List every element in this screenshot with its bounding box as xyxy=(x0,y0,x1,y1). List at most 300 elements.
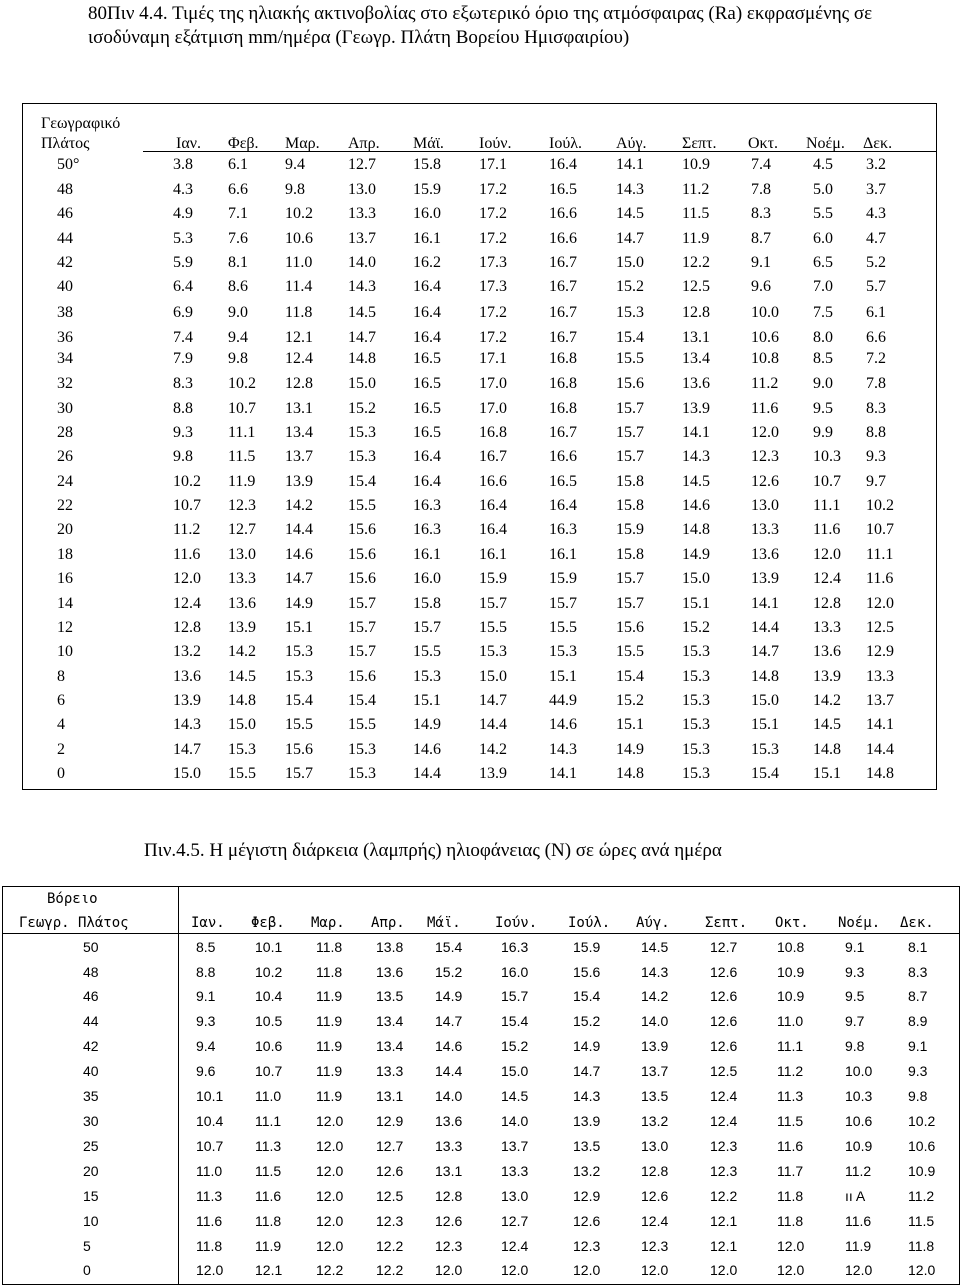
value-cell: 12.2 xyxy=(682,254,710,271)
value-cell: 11.2 xyxy=(845,1163,872,1179)
value-cell: 15.3 xyxy=(682,716,710,733)
value-cell: 14.6 xyxy=(435,1038,463,1054)
value-cell: 14.6 xyxy=(413,741,441,758)
value-cell: 16.4 xyxy=(413,304,441,321)
value-cell: 10.6 xyxy=(845,1113,873,1129)
value-cell: 13.3 xyxy=(435,1138,463,1154)
value-cell: 11.8 xyxy=(777,1188,804,1204)
latitude-cell: 6 xyxy=(57,692,65,709)
value-cell: 15.7 xyxy=(479,595,507,612)
value-cell: 16.5 xyxy=(549,473,577,490)
value-cell: 16.5 xyxy=(413,375,441,392)
value-cell: 13.3 xyxy=(348,205,376,222)
value-cell: 9.6 xyxy=(751,278,771,295)
value-cell: 16.1 xyxy=(413,546,441,563)
value-cell: 3.7 xyxy=(866,181,886,198)
table2-month-header: Ιούλ. xyxy=(568,915,611,931)
value-cell: 7.0 xyxy=(813,278,833,295)
value-cell: 10.9 xyxy=(845,1138,873,1154)
value-cell: 13.9 xyxy=(682,400,710,417)
value-cell: 5.5 xyxy=(813,205,833,222)
latitude-cell: 10 xyxy=(57,643,73,660)
value-cell: 11.8 xyxy=(908,1238,935,1254)
value-cell: 15.3 xyxy=(348,424,376,441)
value-cell: 16.8 xyxy=(549,400,577,417)
table-row xyxy=(23,375,936,397)
latitude-cell: 42 xyxy=(83,1038,99,1054)
value-cell: 10.3 xyxy=(845,1088,873,1104)
latitude-cell: 14 xyxy=(57,595,73,612)
value-cell: 12.0 xyxy=(435,1262,463,1278)
value-cell: 12.2 xyxy=(376,1262,404,1278)
value-cell: 14.1 xyxy=(866,716,894,733)
value-cell: 13.2 xyxy=(573,1163,601,1179)
value-cell: 10.0 xyxy=(751,304,779,321)
value-cell: 8.3 xyxy=(908,964,928,980)
value-cell: 12.8 xyxy=(285,375,313,392)
value-cell: 15.1 xyxy=(751,716,779,733)
value-cell: 9.3 xyxy=(908,1063,928,1079)
value-cell: 12.2 xyxy=(316,1262,344,1278)
value-cell: 14.7 xyxy=(173,741,201,758)
value-cell: 14.5 xyxy=(616,205,644,222)
value-cell: 13.6 xyxy=(376,964,404,980)
value-cell: 15.0 xyxy=(173,765,201,782)
value-cell: 12.2 xyxy=(376,1238,404,1254)
value-cell: 8.1 xyxy=(908,939,928,955)
value-cell: 15.6 xyxy=(348,546,376,563)
value-cell: 15.3 xyxy=(479,643,507,660)
value-cell: 12.8 xyxy=(435,1188,463,1204)
value-cell: 13.1 xyxy=(285,400,313,417)
value-cell: 11.3 xyxy=(777,1088,804,1104)
value-cell: 13.3 xyxy=(376,1063,404,1079)
value-cell: 15.4 xyxy=(501,1013,529,1029)
value-cell: 13.0 xyxy=(641,1138,669,1154)
table2-month-header: Αύγ. xyxy=(636,915,670,931)
value-cell: 14.0 xyxy=(501,1113,529,1129)
value-cell: 10.7 xyxy=(813,473,841,490)
table1-month-header: Ιούλ. xyxy=(549,135,583,152)
value-cell: 10.2 xyxy=(228,375,256,392)
value-cell: 16.0 xyxy=(413,205,441,222)
value-cell: 4.5 xyxy=(813,156,833,173)
value-cell: 14.8 xyxy=(348,350,376,367)
value-cell: 11.7 xyxy=(777,1163,804,1179)
value-cell: 11.5 xyxy=(682,205,710,222)
value-cell: 12.1 xyxy=(285,329,313,346)
value-cell: 11.6 xyxy=(866,570,894,587)
value-cell: 7.2 xyxy=(866,350,886,367)
value-cell: 6.5 xyxy=(813,254,833,271)
value-cell: 14.5 xyxy=(682,473,710,490)
value-cell: 7.6 xyxy=(228,230,248,247)
value-cell: 9.8 xyxy=(285,181,305,198)
value-cell: 15.8 xyxy=(413,595,441,612)
value-cell: 9.0 xyxy=(813,375,833,392)
value-cell: 9.1 xyxy=(908,1038,928,1054)
value-cell: 8.7 xyxy=(908,988,928,1004)
value-cell: 15.8 xyxy=(616,473,644,490)
value-cell: 11.9 xyxy=(316,988,343,1004)
value-cell: 16.8 xyxy=(549,375,577,392)
value-cell: 12.0 xyxy=(316,1113,344,1129)
value-cell: 10.8 xyxy=(751,350,779,367)
value-cell: 15.7 xyxy=(348,595,376,612)
value-cell: 11.5 xyxy=(777,1113,804,1129)
value-cell: 15.9 xyxy=(573,939,601,955)
value-cell: 14.3 xyxy=(173,716,201,733)
value-cell: 12.6 xyxy=(710,1038,738,1054)
latitude-cell: 16 xyxy=(57,570,73,587)
value-cell: 11.6 xyxy=(173,546,201,563)
value-cell: 9.8 xyxy=(908,1088,928,1104)
value-cell: 14.3 xyxy=(549,741,577,758)
value-cell: 4.3 xyxy=(866,205,886,222)
value-cell: 10.7 xyxy=(255,1063,283,1079)
value-cell: 5.7 xyxy=(866,278,886,295)
value-cell: 17.2 xyxy=(479,304,507,321)
value-cell: 15.3 xyxy=(682,692,710,709)
solar-radiation-table xyxy=(22,103,937,790)
value-cell: 12.5 xyxy=(866,619,894,636)
value-cell: 12.3 xyxy=(751,448,779,465)
value-cell: 3.8 xyxy=(173,156,193,173)
value-cell: 8.5 xyxy=(813,350,833,367)
value-cell: 8.3 xyxy=(866,400,886,417)
value-cell: 13.9 xyxy=(641,1038,669,1054)
table1-month-header: Ιούν. xyxy=(479,135,512,152)
value-cell: 14.9 xyxy=(573,1038,601,1054)
value-cell: ıı A xyxy=(845,1188,866,1204)
value-cell: 12.0 xyxy=(316,1238,344,1254)
value-cell: 13.0 xyxy=(348,181,376,198)
value-cell: 15.3 xyxy=(228,741,256,758)
value-cell: 8.3 xyxy=(751,205,771,222)
value-cell: 12.6 xyxy=(710,964,738,980)
value-cell: 9.3 xyxy=(196,1013,216,1029)
value-cell: 12.4 xyxy=(285,350,313,367)
value-cell: 10.9 xyxy=(682,156,710,173)
value-cell: 8.5 xyxy=(196,939,216,955)
value-cell: 15.1 xyxy=(285,619,313,636)
value-cell: 15.4 xyxy=(435,939,463,955)
value-cell: 11.8 xyxy=(316,964,343,980)
latitude-cell: 24 xyxy=(57,473,73,490)
value-cell: 11.1 xyxy=(866,546,894,563)
value-cell: 14.2 xyxy=(641,988,669,1004)
value-cell: 10.2 xyxy=(866,497,894,514)
value-cell: 15.9 xyxy=(616,521,644,538)
table-row xyxy=(23,350,936,372)
value-cell: 13.6 xyxy=(435,1113,463,1129)
value-cell: 15.3 xyxy=(285,668,313,685)
value-cell: 15.0 xyxy=(228,716,256,733)
value-cell: 7.8 xyxy=(751,181,771,198)
value-cell: 15.4 xyxy=(616,668,644,685)
value-cell: 13.8 xyxy=(376,939,404,955)
latitude-cell: 8 xyxy=(57,668,65,685)
value-cell: 17.3 xyxy=(479,278,507,295)
value-cell: 11.9 xyxy=(316,1038,343,1054)
value-cell: 10.2 xyxy=(908,1113,936,1129)
value-cell: 12.6 xyxy=(573,1213,601,1229)
value-cell: 10.2 xyxy=(173,473,201,490)
table-row xyxy=(23,230,936,252)
value-cell: 15.8 xyxy=(413,156,441,173)
sunshine-duration-table xyxy=(2,886,960,1285)
value-cell: 16.7 xyxy=(479,448,507,465)
latitude-cell: 50° xyxy=(57,156,80,173)
value-cell: 12.5 xyxy=(710,1063,738,1079)
value-cell: 16.5 xyxy=(413,424,441,441)
value-cell: 12.4 xyxy=(813,570,841,587)
value-cell: 15.5 xyxy=(616,350,644,367)
latitude-cell: 20 xyxy=(57,521,73,538)
value-cell: 16.3 xyxy=(501,939,529,955)
table-row xyxy=(3,1063,959,1083)
value-cell: 15.0 xyxy=(479,668,507,685)
value-cell: 14.8 xyxy=(866,765,894,782)
value-cell: 10.6 xyxy=(908,1138,936,1154)
value-cell: 11.6 xyxy=(777,1138,804,1154)
value-cell: 14.5 xyxy=(501,1088,529,1104)
value-cell: 12.0 xyxy=(316,1138,344,1154)
value-cell: 9.3 xyxy=(173,424,193,441)
value-cell: 12.8 xyxy=(813,595,841,612)
value-cell: 11.2 xyxy=(682,181,710,198)
value-cell: 8.1 xyxy=(228,254,248,271)
value-cell: 14.4 xyxy=(866,741,894,758)
table-row xyxy=(3,1213,959,1233)
table2-month-header: Δεκ. xyxy=(900,915,934,931)
value-cell: 13.1 xyxy=(682,329,710,346)
value-cell: 17.0 xyxy=(479,400,507,417)
value-cell: 15.9 xyxy=(479,570,507,587)
value-cell: 12.3 xyxy=(435,1238,463,1254)
value-cell: 15.4 xyxy=(616,329,644,346)
value-cell: 11.6 xyxy=(255,1188,282,1204)
value-cell: 13.1 xyxy=(435,1163,463,1179)
value-cell: 16.8 xyxy=(549,350,577,367)
value-cell: 11.8 xyxy=(285,304,313,321)
value-cell: 10.2 xyxy=(285,205,313,222)
value-cell: 9.1 xyxy=(845,939,865,955)
value-cell: 8.3 xyxy=(173,375,193,392)
value-cell: 16.6 xyxy=(549,205,577,222)
table2-month-header: Οκτ. xyxy=(775,915,809,931)
value-cell: 13.2 xyxy=(641,1113,669,1129)
value-cell: 12.2 xyxy=(710,1188,738,1204)
value-cell: 14.9 xyxy=(616,741,644,758)
table-row xyxy=(23,181,936,203)
value-cell: 14.0 xyxy=(348,254,376,271)
value-cell: 13.7 xyxy=(866,692,894,709)
value-cell: 11.0 xyxy=(777,1013,804,1029)
value-cell: 7.9 xyxy=(173,350,193,367)
table1-month-header: Οκτ. xyxy=(748,135,779,152)
value-cell: 11.3 xyxy=(255,1138,282,1154)
value-cell: 15.5 xyxy=(348,497,376,514)
value-cell: 15.7 xyxy=(616,424,644,441)
value-cell: 13.4 xyxy=(682,350,710,367)
value-cell: 16.4 xyxy=(549,497,577,514)
value-cell: 14.7 xyxy=(479,692,507,709)
value-cell: 16.3 xyxy=(549,521,577,538)
latitude-cell: 40 xyxy=(83,1063,99,1079)
value-cell: 14.4 xyxy=(413,765,441,782)
value-cell: 12.0 xyxy=(710,1262,738,1278)
value-cell: 17.0 xyxy=(479,375,507,392)
value-cell: 13.3 xyxy=(751,521,779,538)
value-cell: 13.9 xyxy=(228,619,256,636)
latitude-cell: 10 xyxy=(83,1213,99,1229)
value-cell: 15.9 xyxy=(549,570,577,587)
value-cell: 13.7 xyxy=(285,448,313,465)
table1-header-latitude-line2: Πλάτος xyxy=(41,135,90,152)
value-cell: 10.4 xyxy=(196,1113,224,1129)
value-cell: 6.6 xyxy=(866,329,886,346)
value-cell: 14.9 xyxy=(413,716,441,733)
value-cell: 12.3 xyxy=(710,1163,738,1179)
latitude-cell: 46 xyxy=(57,205,73,222)
value-cell: 12.4 xyxy=(501,1238,529,1254)
value-cell: 9.7 xyxy=(845,1013,865,1029)
value-cell: 12.9 xyxy=(866,643,894,660)
value-cell: 14.4 xyxy=(435,1063,463,1079)
value-cell: 11.6 xyxy=(751,400,779,417)
value-cell: 11.5 xyxy=(255,1163,282,1179)
value-cell: 12.9 xyxy=(376,1113,404,1129)
value-cell: 15.2 xyxy=(435,964,463,980)
value-cell: 10.1 xyxy=(255,939,283,955)
value-cell: 14.3 xyxy=(616,181,644,198)
value-cell: 14.3 xyxy=(682,448,710,465)
value-cell: 8.0 xyxy=(813,329,833,346)
value-cell: 4.9 xyxy=(173,205,193,222)
table1-month-header: Ιαν. xyxy=(176,135,201,152)
value-cell: 15.2 xyxy=(501,1038,529,1054)
table-row xyxy=(23,205,936,227)
value-cell: 11.8 xyxy=(196,1238,223,1254)
value-cell: 9.0 xyxy=(228,304,248,321)
value-cell: 14.7 xyxy=(285,570,313,587)
value-cell: 12.0 xyxy=(866,595,894,612)
value-cell: 14.7 xyxy=(616,230,644,247)
value-cell: 15.2 xyxy=(682,619,710,636)
value-cell: 13.4 xyxy=(376,1013,404,1029)
value-cell: 12.0 xyxy=(316,1188,344,1204)
value-cell: 14.1 xyxy=(616,156,644,173)
value-cell: 11.6 xyxy=(813,521,841,538)
table-row xyxy=(23,304,936,326)
value-cell: 4.7 xyxy=(866,230,886,247)
table-row xyxy=(3,1013,959,1033)
table1-header xyxy=(23,109,936,157)
value-cell: 9.3 xyxy=(845,964,865,980)
table-row xyxy=(23,156,936,178)
value-cell: 7.4 xyxy=(173,329,193,346)
value-cell: 14.1 xyxy=(549,765,577,782)
value-cell: 13.5 xyxy=(573,1138,601,1154)
value-cell: 13.9 xyxy=(813,668,841,685)
value-cell: 14.8 xyxy=(682,521,710,538)
latitude-cell: 2 xyxy=(57,741,65,758)
value-cell: 10.7 xyxy=(196,1138,224,1154)
table1-month-header: Αύγ. xyxy=(616,135,647,152)
value-cell: 12.8 xyxy=(682,304,710,321)
value-cell: 13.7 xyxy=(348,230,376,247)
value-cell: 16.4 xyxy=(413,329,441,346)
value-cell: 6.6 xyxy=(228,181,248,198)
value-cell: 13.4 xyxy=(376,1038,404,1054)
value-cell: 15.7 xyxy=(348,619,376,636)
value-cell: 6.1 xyxy=(228,156,248,173)
value-cell: 12.7 xyxy=(228,521,256,538)
value-cell: 16.7 xyxy=(549,278,577,295)
value-cell: 7.8 xyxy=(866,375,886,392)
value-cell: 11.9 xyxy=(228,473,256,490)
value-cell: 12.0 xyxy=(196,1262,224,1278)
value-cell: 15.7 xyxy=(616,570,644,587)
latitude-cell: 26 xyxy=(57,448,73,465)
value-cell: 15.5 xyxy=(285,716,313,733)
value-cell: 14.2 xyxy=(813,692,841,709)
latitude-cell: 34 xyxy=(57,350,73,367)
value-cell: 16.5 xyxy=(549,181,577,198)
value-cell: 15.3 xyxy=(285,643,313,660)
value-cell: 10.9 xyxy=(777,988,805,1004)
latitude-cell: 48 xyxy=(57,181,73,198)
table-row xyxy=(23,521,936,543)
value-cell: 13.6 xyxy=(813,643,841,660)
value-cell: 14.4 xyxy=(751,619,779,636)
value-cell: 16.5 xyxy=(413,400,441,417)
value-cell: 14.8 xyxy=(228,692,256,709)
latitude-cell: 50 xyxy=(83,939,99,955)
value-cell: 16.6 xyxy=(549,448,577,465)
value-cell: 7.5 xyxy=(813,304,833,321)
value-cell: 15.7 xyxy=(549,595,577,612)
value-cell: 11.2 xyxy=(777,1063,804,1079)
value-cell: 11.8 xyxy=(777,1213,804,1229)
value-cell: 15.5 xyxy=(549,619,577,636)
value-cell: 15.1 xyxy=(682,595,710,612)
value-cell: 12.6 xyxy=(751,473,779,490)
table-row xyxy=(23,668,936,690)
table2-month-header: Μαρ. xyxy=(311,915,345,931)
value-cell: 5.2 xyxy=(866,254,886,271)
value-cell: 16.7 xyxy=(549,424,577,441)
value-cell: 15.7 xyxy=(616,595,644,612)
value-cell: 14.8 xyxy=(813,741,841,758)
table2-header-divider xyxy=(3,933,959,934)
value-cell: 15.2 xyxy=(616,692,644,709)
value-cell: 5.3 xyxy=(173,230,193,247)
value-cell: 15.5 xyxy=(348,716,376,733)
value-cell: 9.4 xyxy=(228,329,248,346)
latitude-cell: 5 xyxy=(83,1238,91,1254)
value-cell: 12.0 xyxy=(777,1262,805,1278)
value-cell: 10.6 xyxy=(255,1038,283,1054)
value-cell: 10.6 xyxy=(751,329,779,346)
value-cell: 15.4 xyxy=(285,692,313,709)
table2-header-latitude-line1: Βόρειο xyxy=(47,891,98,907)
value-cell: 15.2 xyxy=(573,1013,601,1029)
value-cell: 12.0 xyxy=(316,1163,344,1179)
value-cell: 15.5 xyxy=(616,643,644,660)
table2-month-header: Νοέμ. xyxy=(838,915,881,931)
